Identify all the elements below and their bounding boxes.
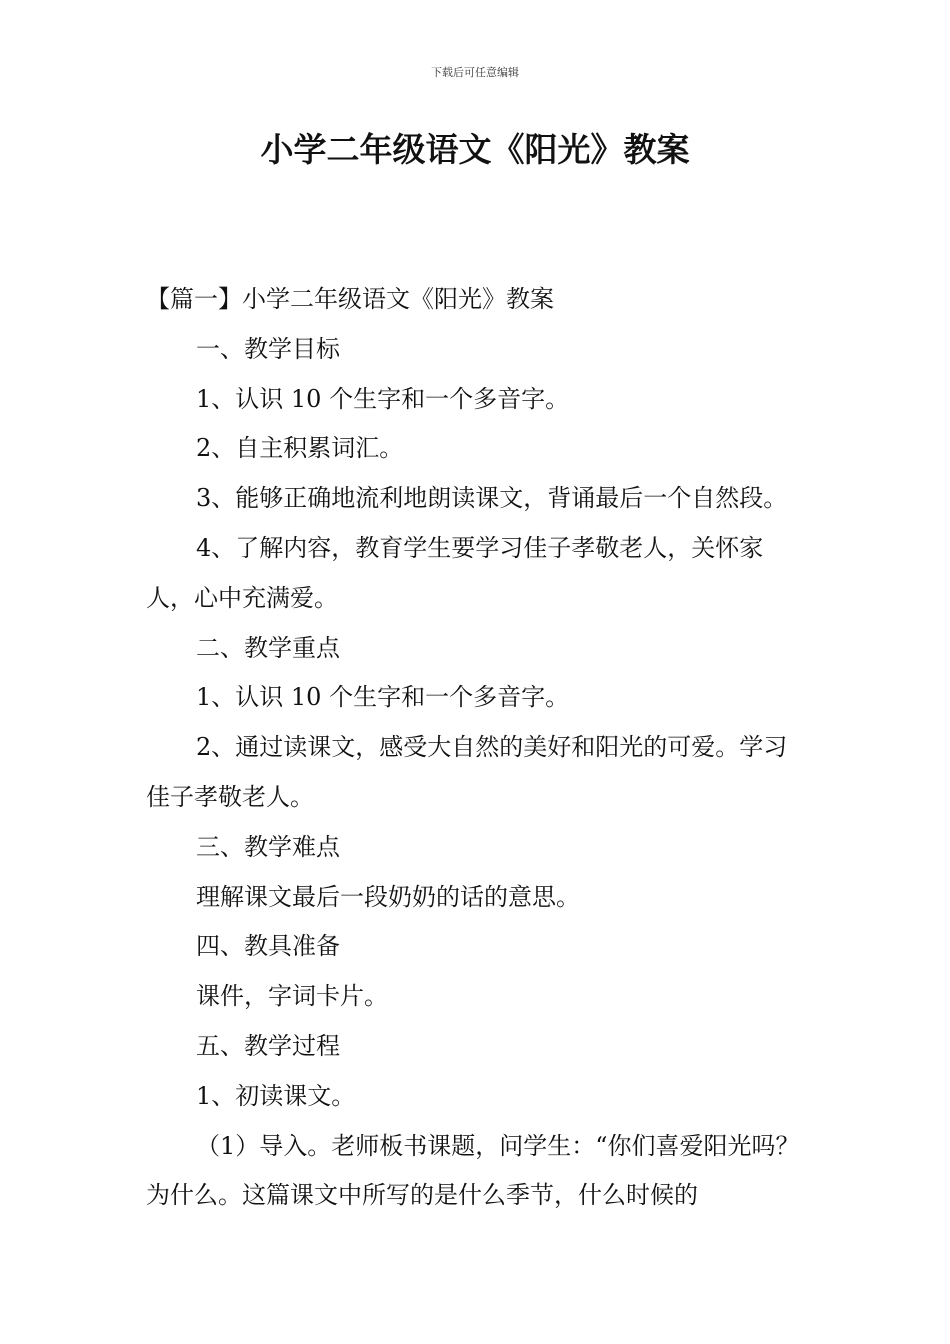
heading-key-points: 二、教学重点	[196, 633, 340, 662]
document-body	[146, 275, 810, 1221]
heading-teaching-goals: 一、教学目标	[196, 334, 340, 363]
goal-item-3: 3、能够正确地流利地朗读课文，背诵最后一个自然段。	[196, 484, 788, 513]
materials-text: 课件，字词卡片。	[196, 982, 388, 1011]
key-point-item-1: 1、认识 10 个生字和一个多音字。	[196, 683, 570, 712]
difficulty-text: 理解课文最后一段奶奶的话的意思。	[196, 882, 580, 911]
heading-process: 五、教学过程	[196, 1031, 340, 1060]
goal-item-4: 4、了解内容，教育学生要学习佳子孝敬老人，关怀家人，心中充满爱。	[146, 533, 764, 612]
key-point-item-2: 2、通过读课文，感受大自然的美好和阳光的可爱。学习佳子孝敬老人。	[146, 733, 788, 811]
goal-item-2: 2、自主积累词汇。	[196, 434, 404, 463]
section-heading: 【篇一】小学二年级语文《阳光》教案	[146, 285, 554, 313]
process-step-1-1: （1）导入。老师板书课题，问学生：“你们喜爱阳光吗？为什么。这篇课文中所写的是什么季节，什么时候的	[146, 1131, 800, 1210]
heading-difficulties: 三、教学难点	[196, 832, 340, 861]
document-title: 小学二年级语文《阳光》教案	[260, 130, 690, 169]
process-step-1: 1、初读课文。	[196, 1081, 356, 1110]
heading-materials: 四、教具准备	[196, 932, 340, 961]
page-header-note: 下载后可任意编辑	[431, 66, 519, 79]
goal-item-1: 1、认识 10 个生字和一个多音字。	[196, 384, 570, 413]
